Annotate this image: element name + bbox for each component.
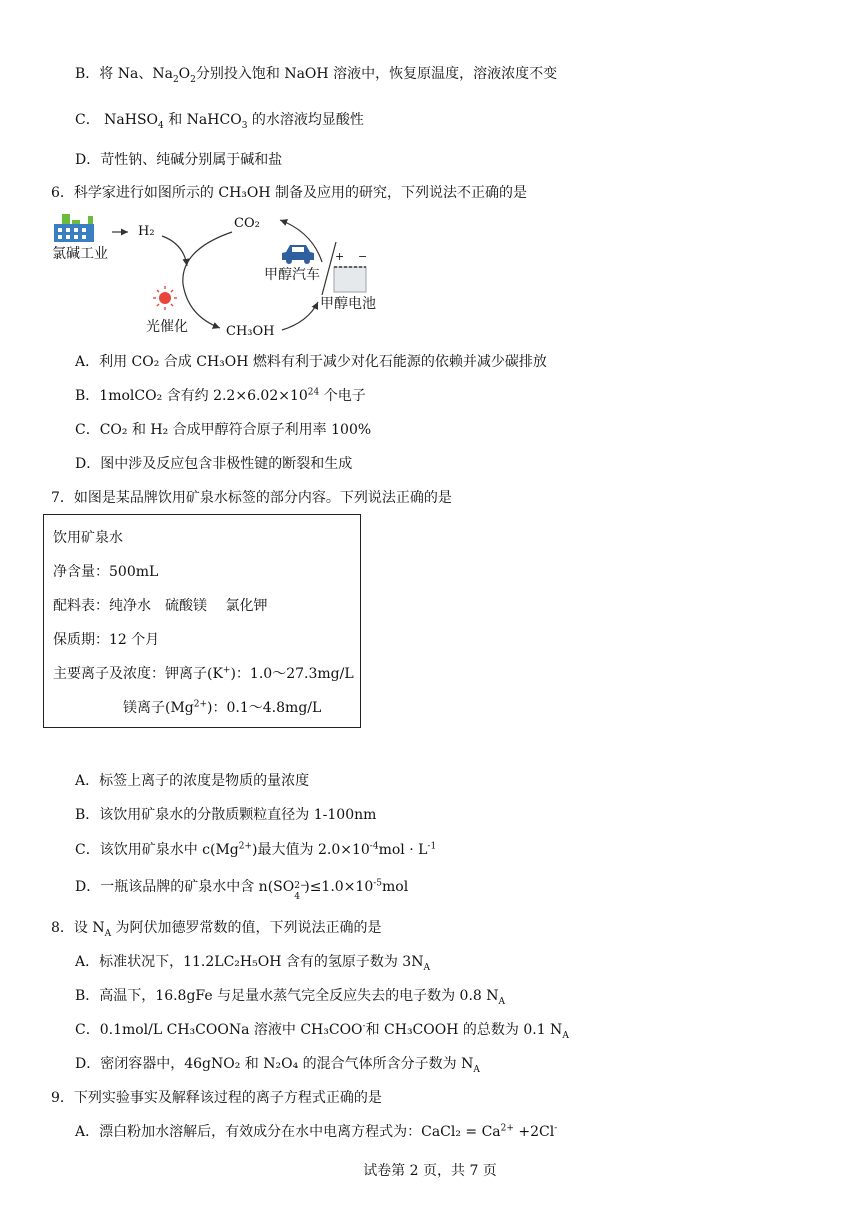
arrow-ch3oh-battery xyxy=(282,302,318,330)
q5-option-b: B．将 Na、$Na_2O_2$分别投入饱和 NaOH 溶液中，恢复原温度，溶液浓度不变 xyxy=(75,66,558,85)
q9-option-a: A．漂白粉加水溶解后，有效成分在水中电离方程式为：CaCl₂ = $Ca^{2+} +2Cl^-$ xyxy=(75,1123,558,1140)
q8-option-d: D．密闭容器中，46gNO₂ 和 N₂O₄ 的混合气体所含分子数为 $N_A$ xyxy=(75,1056,480,1075)
car-label: 甲醇汽车 xyxy=(264,267,320,283)
diagram-svg xyxy=(50,210,390,345)
arrow-h2-down xyxy=(162,236,187,266)
q8-stem: 8．设 $N_A$ 为阿伏加德罗常数的值，下列说法正确的是 xyxy=(51,920,382,939)
label-ion-k: 主要离子及浓度：钾离子(K+)：1.0～27.3mg/L xyxy=(53,665,354,682)
page-footer: 试卷第 2 页，共 7 页 xyxy=(363,1163,497,1179)
ch3oh-label: CH₃OH xyxy=(226,324,275,339)
q7-option-a: A．标签上离子的浓度是物质的量浓度 xyxy=(75,773,310,789)
q7-option-d: D．一瓶该品牌的矿泉水中含 n(SO 2− 4 )$\le 1.0\times 10^{-5}mol$ xyxy=(75,878,409,902)
q5-option-d: D．苛性钠、纯碱分别属于碱和盐 xyxy=(75,152,283,168)
methanol-cycle-diagram xyxy=(50,210,390,345)
label-shelf-life: 保质期：12 个月 xyxy=(53,632,160,648)
mineral-water-label xyxy=(43,514,361,728)
battery-label: 甲醇电池 xyxy=(320,296,376,312)
label-ingredients: 配料表：纯净水 硫酸镁 氯化钾 xyxy=(53,598,268,614)
q9-stem: 9．下列实验事实及解释该过程的离子方程式正确的是 xyxy=(51,1090,382,1106)
q6-option-c: C．CO₂ 和 H₂ 合成甲醇符合原子利用率 100% xyxy=(75,422,372,438)
battery-minus: − xyxy=(358,250,368,263)
co2-label: CO₂ xyxy=(234,216,260,231)
photocatalysis-label: 光催化 xyxy=(146,319,188,335)
q8-option-c: C．0.1mol/L CH₃COONa 溶液中 CH₃COO-和 CH₃COOH 的总数为 0.1 $N_A$ xyxy=(75,1021,569,1041)
label-title: 饮用矿泉水 xyxy=(53,530,123,546)
label-ion-mg: 镁离子$(Mg^{2+})$：0.1～4.8mg/L xyxy=(123,699,322,716)
q6-stem: 6．科学家进行如图所示的 CH₃OH 制备及应用的研究，下列说法不正确的是 xyxy=(51,185,528,201)
q7-option-b: B．该饮用矿泉水的分散质颗粒直径为 1-100nm xyxy=(75,807,377,823)
battery-plus: + xyxy=(335,250,345,263)
q8-option-b: B．高温下，16.8gFe 与足量水蒸气完全反应失去的电子数为 0.8 $N_A$ xyxy=(75,988,506,1007)
h2-label: H₂ xyxy=(138,224,155,239)
factory-icon xyxy=(54,214,94,242)
q6-option-b: B．1molCO₂ 含有约 $2.2\times 6.02\times 10^{24}$ 个电子 xyxy=(75,387,366,404)
q7-option-c: C．该饮用矿泉水中 $c(Mg^{2+})$最大值为 $2.0\times 10^{-4}mol \cdot L^{-1}$ xyxy=(75,841,437,858)
q7-stem: 7．如图是某品牌饮用矿泉水标签的部分内容。下列说法正确的是 xyxy=(51,490,452,506)
factory-label: 氯碱工业 xyxy=(52,246,108,262)
battery-icon xyxy=(334,267,366,292)
arrow-co2-ch3oh xyxy=(183,232,232,328)
sun-icon xyxy=(153,286,177,310)
label-net: 净含量：500mL xyxy=(53,564,159,580)
q5-option-c: C． NaHSO$_4$ 和 NaHCO$_3$ 的水溶液均显酸性 xyxy=(75,112,364,131)
q6-option-a: A．利用 CO₂ 合成 CH₃OH 燃料有利于减少对化石能源的依赖并减少碳排放 xyxy=(75,354,547,370)
q8-option-a: A．标准状况下，11.2LC₂H₅OH 含有的氢原子数为 $3N_A$ xyxy=(75,954,430,973)
car-icon xyxy=(282,245,314,264)
q6-option-d: D．图中涉及反应包含非极性键的断裂和生成 xyxy=(75,456,353,472)
